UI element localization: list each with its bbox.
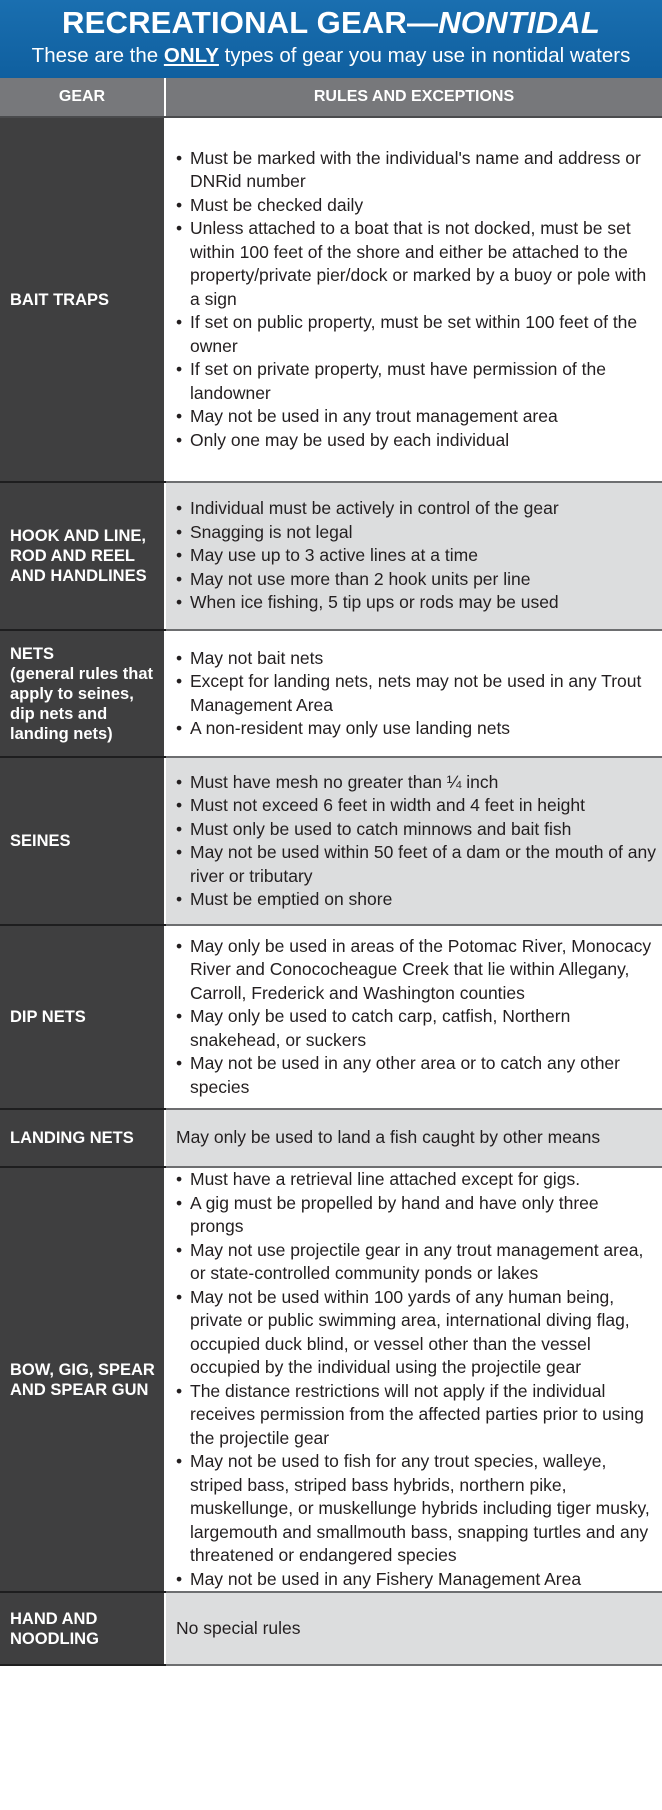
column-header-rules: RULES AND EXCEPTIONS [165,78,662,117]
page-subtitle [0,42,662,70]
rules-list [176,935,656,1100]
table-row [0,1109,662,1167]
gear-label-line: apply to seines, [10,684,134,703]
rule-item [176,935,656,1006]
rule-text: May only be used to land a fish caught by other means [176,1127,601,1148]
rule-item [176,521,656,545]
rule-item [176,647,656,671]
subtitle-only: ONLY [163,44,219,67]
rule-text: Must have a retrieval line attached except for gigs. [190,1169,581,1189]
table-row [0,1167,662,1592]
rule-item [176,1568,656,1592]
rule-text: May not be used within 50 feet of a dam or the mouth of any river or tributary [190,842,656,886]
gear-cell [0,1167,165,1592]
bullet-icon: • [176,545,183,566]
gear-label-line: landing nets) [10,724,113,743]
subtitle-pre: These are the [31,44,164,67]
rule-item [176,1005,656,1052]
bullet-icon: • [176,647,183,668]
gear-label-line: AND HANDLINES [10,567,147,585]
table-row [0,1592,662,1665]
bullet-icon: • [176,889,183,909]
rule-text: Unless attached to a boat that is not docked, must be set within 100 feet of the shore and either be attached to the property/private pier/dock or marked by a buoy or pole with a sign [190,218,647,309]
bullet-icon: • [176,429,183,450]
bullet-icon: • [176,1568,183,1589]
gear-label-line: AND SPEAR GUN [10,1380,149,1399]
gear-label-line: LANDING NETS [10,1129,134,1147]
rule-item [176,194,656,218]
gear-label-line: NOODLING [10,1629,99,1648]
rule-text: No special rules [176,1617,301,1638]
rule-text: May not be used in any Fishery Management Area [190,1568,582,1589]
rule-text: May not be used to fish for any trout species, walleye, striped bass, striped bass hybrids, northern pike, muskellunge, or muskellunge hybrids including tiger musky, largemouth and smallmouth bass, snapping turtles and any threatened or endangered species [190,1451,650,1565]
table-body [0,117,662,1665]
rule-text: If set on private property, must have permission of the landowner [190,359,606,403]
gear-cell [0,117,165,482]
rule-item [176,568,656,592]
gear-cell [0,1592,165,1665]
rule-item [176,405,656,429]
rule-item [176,1380,656,1451]
rule-text: Must be marked with the individual's name and address or DNRid number [190,147,641,192]
gear-cell [0,1109,165,1167]
rule-item [176,311,656,358]
rule-text: If set on public property, must be set within 100 feet of the owner [190,312,638,356]
rule-item [176,888,656,912]
rule-text: Must be emptied on shore [190,889,393,909]
gear-label-line: HAND AND [10,1609,98,1628]
rule-text: May not be used in any trout management area [190,406,558,427]
rule-text: Must be checked daily [190,194,364,215]
table-header-row [0,78,662,117]
rule-text: Must not exceed 6 feet in width and 4 feet in height [190,795,585,815]
gear-label-line: dip nets and [10,704,108,723]
rule-item [176,1239,656,1286]
rule-item [176,429,656,453]
gear-label-line: SEINES [10,832,71,850]
table-header [0,78,662,117]
bullet-icon: • [176,194,183,215]
bullet-icon: • [176,147,183,168]
rule-item [176,1192,656,1239]
rule-item [176,670,656,717]
table-row [0,482,662,630]
rules-cell [165,1592,662,1665]
rule-text: Must have mesh no greater than ¼ inch [190,771,499,792]
rule-item [176,217,656,311]
bullet-icon: • [176,498,183,519]
bullet-icon: • [176,218,183,239]
rule-text: A gig must be propelled by hand and have only three prongs [190,1192,599,1236]
table-row [0,925,662,1109]
bullet-icon: • [176,406,183,427]
bullet-icon: • [176,1192,183,1213]
bullet-icon: • [176,795,183,815]
gear-label-line: ROD AND REEL [10,547,135,565]
gear-cell [0,757,165,925]
rule-text: A non-resident may only use landing nets [190,718,511,738]
page-title [0,6,662,40]
column-header-gear: GEAR [0,78,165,117]
rules-cell [165,482,662,630]
rules-list [176,497,656,615]
rule-item [176,591,656,615]
rules-cell [165,1109,662,1167]
rule-item [176,147,656,194]
rule-text: Except for landing nets, nets may not be used in any Trout Management Area [190,671,642,715]
rules-list [176,1168,656,1591]
bullet-icon: • [176,1380,183,1401]
gear-cell [0,482,165,630]
bullet-icon: • [176,1006,183,1027]
table-row [0,757,662,925]
table-row [0,117,662,482]
bullet-icon: • [176,592,183,613]
rule-item [176,497,656,521]
gear-label-line: (general rules that [10,664,154,683]
gear-label-line: BAIT TRAPS [10,290,109,309]
gear-label-line: NETS [10,644,55,663]
gear-cell [0,630,165,757]
rule-item [176,544,656,568]
rule-text: May only be used in areas of the Potomac River, Monocacy River and Conococheague Creek that lie within Allegany, Carroll, Frederick and Washington counties [190,935,652,1003]
bullet-icon: • [176,521,183,542]
gear-label-line: DIP NETS [10,1008,86,1026]
title-main: RECREATIONAL GEAR— [62,5,439,40]
bullet-icon: • [176,671,183,691]
rule-item [176,818,656,842]
rule-item [176,1052,656,1099]
bullet-icon: • [176,1053,183,1074]
rule-item [176,771,656,795]
gear-rules-table [0,78,662,1666]
rule-item [176,794,656,818]
rule-text: The distance restrictions will not apply if the individual receives permission from the affected parties prior to using the projectile gear [190,1380,644,1448]
rule-text: May not use more than 2 hook units per line [190,568,531,589]
bullet-icon: • [176,935,183,956]
rule-text: May use up to 3 active lines at a time [190,545,478,566]
rules-cell [165,117,662,482]
rules-list [176,147,656,453]
rule-item [176,1286,656,1380]
gear-label-line: BOW, GIG, SPEAR [10,1360,155,1379]
bullet-icon: • [176,1286,183,1307]
rules-cell [165,757,662,925]
bullet-icon: • [176,718,183,738]
bullet-icon: • [176,818,183,839]
rule-text: May not be used within 100 yards of any human being, private or public swimming area, international diving flag, occupied duck blind, or vessel other than the vessel occupied by the individual using the projectile gear [190,1286,630,1377]
bullet-icon: • [176,359,183,380]
rules-list [176,771,656,912]
bullet-icon: • [176,1169,183,1189]
bullet-icon: • [176,1451,183,1471]
bullet-icon: • [176,1239,183,1260]
rule-text: When ice fishing, 5 tip ups or rods may be used [190,592,559,613]
rule-text: May not bait nets [190,647,324,668]
rule-text: May not be used in any other area or to catch any other species [190,1053,620,1097]
rules-cell [165,630,662,757]
rule-text: Snagging is not legal [190,521,353,542]
rule-item [176,841,656,888]
bullet-icon: • [176,842,183,862]
rule-text: Individual must be actively in control of the gear [190,498,559,519]
rule-item [176,1168,656,1192]
rule-item [176,1450,656,1568]
bullet-icon: • [176,312,183,333]
rules-cell [165,1167,662,1592]
gear-cell [0,925,165,1109]
page-header [0,0,662,78]
rule-item [176,717,656,741]
bullet-icon: • [176,568,183,589]
subtitle-post: types of gear you may use in nontidal waters [218,44,631,67]
rules-list [176,647,656,741]
rule-item [176,358,656,405]
title-emphasis: NONTIDAL [438,5,600,40]
rule-text: May only be used to catch carp, catfish, Northern snakehead, or suckers [190,1006,571,1050]
bullet-icon: • [176,771,183,792]
rule-text: May not use projectile gear in any trout management area, or state-controlled community ponds or lakes [190,1239,644,1283]
rules-cell [165,925,662,1109]
rule-text: Must only be used to catch minnows and bait fish [190,818,572,839]
rule-text: Only one may be used by each individual [190,429,510,450]
table-row [0,630,662,757]
gear-label-line: HOOK AND LINE, [10,527,146,545]
